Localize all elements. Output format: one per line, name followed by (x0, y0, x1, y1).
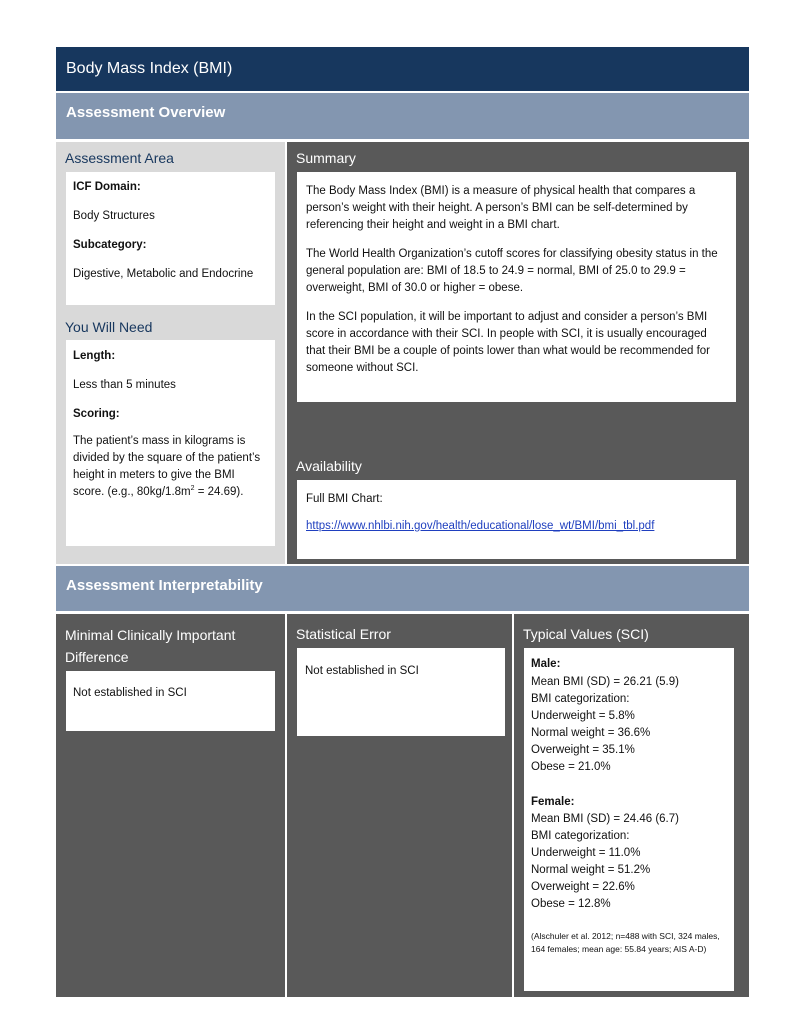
scoring-text: The patient’s mass in kilograms is divided by the square of the patient’s height in meters to give the BMI score. (e.g., $80kg/1.8m^2 = 24.69$). (73, 435, 261, 498)
female-line: BMI categorization: (531, 830, 630, 842)
female-line: Overweight = 22.6% (531, 881, 635, 893)
summary-paragraph-1: The Body Mass Index (BMI) is a measure of physical health that compares a person’s weight with their height. A person’s BMI can be self-determined by referencing their height and weight in a BMI chart. (306, 185, 696, 231)
subcategory-label: Subcategory: (73, 239, 147, 251)
length-value: Less than 5 minutes (73, 379, 176, 391)
assessment-overview-heading: Assessment Overview (56, 93, 749, 139)
summary-heading: Summary (296, 150, 356, 166)
icf-domain-label: ICF Domain: (73, 181, 141, 193)
scoring-label: Scoring: (73, 408, 120, 420)
male-label: Male: (531, 658, 561, 670)
female-label: Female: (531, 796, 575, 808)
male-line: Underweight = 5.8% (531, 710, 635, 722)
bmi-chart-link[interactable]: https://www.nhlbi.nih.gov/health/educational/lose_wt/BMI/bmi_tbl.pdf (306, 520, 655, 532)
assessment-interpretability-heading: Assessment Interpretability (56, 566, 749, 611)
you-will-need-box (66, 340, 275, 546)
mcid-heading: Minimal Clinically Important Difference (65, 627, 236, 665)
male-line: Overweight = 35.1% (531, 744, 635, 756)
female-line: Mean BMI (SD) = 24.46 (6.7) (531, 813, 679, 825)
availability-label: Full BMI Chart: (306, 493, 383, 505)
summary-box (297, 172, 736, 402)
availability-box (297, 480, 736, 559)
summary-paragraph-3: In the SCI population, it will be important to adjust and consider a person’s BMI score in accordance with their SCI. In people with SCI, it is usually encouraged that their BMI be a couple of points lower than what would be recommended for someone without SCI. (306, 311, 711, 374)
male-line: Normal weight = 36.6% (531, 727, 651, 739)
page-title: Body Mass Index (BMI) (56, 47, 749, 91)
you-will-need-heading: You Will Need (65, 319, 153, 335)
assessment-area-heading: Assessment Area (65, 150, 174, 166)
male-line: BMI categorization: (531, 693, 630, 705)
statistical-error-value: Not established in SCI (305, 665, 419, 677)
citation: (Alschuler et al. 2012; n=488 with SCI, 324 males, 164 females; mean age: 55.84 years; AIS A-D) (531, 931, 720, 954)
icf-domain-value: Body Structures (73, 210, 155, 222)
typical-values-box (524, 648, 734, 991)
summary-paragraph-2: The World Health Organization’s cutoff scores for classifying obesity status in the general population are: BMI of 18.5 to 24.9 = normal, BMI of 25.0 to 29.9 = overweight, BMI of 30.0 or higher = obese. (306, 248, 718, 294)
male-line: Obese = 21.0% (531, 761, 611, 773)
male-line: Mean BMI (SD) = 26.21 (5.9) (531, 676, 679, 688)
mcid-box (66, 671, 275, 731)
assessment-area-box (66, 172, 275, 305)
subcategory-value: Digestive, Metabolic and Endocrine (73, 268, 254, 280)
female-line: Underweight = 11.0% (531, 847, 641, 859)
availability-heading: Availability (296, 458, 362, 474)
statistical-error-box (297, 648, 505, 736)
mcid-value: Not established in SCI (73, 687, 187, 699)
statistical-error-heading: Statistical Error (296, 626, 391, 642)
female-line: Normal weight = 51.2% (531, 864, 651, 876)
female-line: Obese = 12.8% (531, 898, 611, 910)
length-label: Length: (73, 350, 116, 362)
typical-values-heading: Typical Values (SCI) (523, 626, 649, 642)
